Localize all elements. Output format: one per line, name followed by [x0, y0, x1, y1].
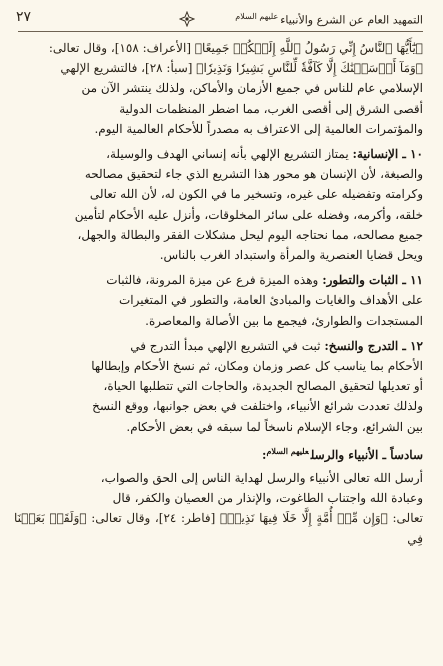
honorific-mark: عليهم السلام	[266, 445, 309, 456]
running-header-text: التمهيد العام عن الشرع والأنبياء	[280, 13, 423, 27]
page-number: ٢٧	[16, 9, 32, 25]
text-line	[14, 336, 423, 356]
text-line: ويحل قضايا العنصرية والمرأة واستبداد الغرب بالناس.	[159, 248, 423, 263]
section-heading-text: سادساً ـ الأنبياء والرسل	[310, 447, 423, 462]
text-line: ﴿وَمَآ أَرۡسَلۡنَٰكَ إِلَّا كَآفَّةٗ لِّلنَّاسِ بَشِيرٗا وَنَذِيرٗا﴾ [سبأ: ٢٨]، فالتشريع الإلهي	[60, 61, 423, 76]
text-line: والمؤتمرات العالمية إلى الاعتراف به مصدراً للأحكام العالمية اليوم.	[94, 121, 423, 136]
text-line: ولذلك تعددت شرائع الأنبياء، واختلفت في بعض جوانبها، ووقع النسخ	[92, 399, 423, 414]
honorific-mark: عليهم السلام	[235, 12, 279, 21]
text-line: خلقه، وأكرمه، وفضله على سائر المخلوقات، وأنزل عليه الأحكام لتأمين	[74, 207, 423, 222]
text-line: المستجدات والطوارئ، فيجمع ما بين الأصالة والمعاصرة.	[145, 313, 423, 328]
text-line-rest: وهذه الميزة فرع عن ميزة المرونة، فالثبات	[106, 273, 319, 288]
text-line-rest: يمتاز التشريع الإلهي بأنه إنساني الهدف والوسيلة،	[106, 147, 349, 162]
text-line	[14, 144, 423, 164]
text-line: بين الشرائع، وجاء الإسلام ناسخاً لما سبقه في بعض الأحكام.	[126, 419, 423, 434]
point-heading: ١٢ ـ التدرج والنسخ:	[324, 338, 423, 353]
running-header-title	[235, 7, 423, 31]
point-heading: ١٠ ـ الإنسانية:	[352, 147, 423, 162]
text-line: أقصى الشرق إلى أقصى الغرب، مما اضطر المنظمات الدولية	[119, 101, 423, 116]
ornament-icon	[179, 11, 195, 27]
text-line: الإسلامي عام للناس في جميع الأزمان والأماكن، ولذلك ينتشر الآن من	[81, 81, 423, 96]
text-line: وعبادة الله واجتناب الطاغوت، والإنذار من العصيان والكفر، قال	[112, 491, 423, 506]
text-line: أرسل الله تعالى الأنبياء والرسل لهداية الناس إلى الحق والصواب،	[100, 471, 423, 486]
paragraph-prophets	[14, 468, 423, 549]
text-line	[14, 270, 423, 290]
section-heading: سادساً ـ الأنبياء والرسل$^{عليهم السلام}$:	[262, 445, 423, 462]
text-line: تعالى: ﴿وَإِن مِّنۡ أُمَّةٍ إِلَّا خَلَا فِيهَا نَذِيرٞ﴾ [فاطر: ٢٤]، وقال تعالى: ﴿وَلَقَدۡ بَعَثۡنَا فِي	[14, 511, 424, 546]
paragraph-stability	[14, 270, 423, 331]
paragraph-universality	[14, 38, 423, 139]
header-divider	[18, 31, 423, 32]
text-line-rest: ثبت في التشريع الإلهي مبدأ التدرج في	[130, 338, 321, 353]
text-line: الأحكام بما يناسب كل عصر وزمان ومكان، ثم نسخ الأحكام وإبطالها	[91, 359, 423, 374]
paragraph-humanity	[14, 144, 423, 265]
text-line: جميع مصالحه، مما نحتاجه اليوم ليحل مشكلات الفقر والبطالة والجهل،	[77, 227, 423, 242]
text-line: وكرامته وتفضيله على غيره، وتسخير ما في الكون له، لأن الله تعالى	[89, 187, 423, 202]
point-heading: ١١ ـ الثبات والتطور:	[322, 273, 423, 288]
text-line: والصبغة، لأن الإنسان هو محور هذا التشريع الذي جاء لتحقيق مصالحه	[84, 167, 423, 182]
text-line: على الأهداف والغايات والمبادئ العامة، والتطور في المتغيرات	[118, 293, 423, 308]
paragraph-gradualism	[14, 336, 423, 437]
text-line: ﴿يَٰٓأَيُّهَا ٱلنَّاسُ إِنِّي رَسُولُ ٱللَّهِ إِلَيۡكُمۡ جَمِيعًا﴾ [الأعراف: ١٥٨]، وقال تعالى:	[48, 41, 423, 55]
page-body	[14, 38, 423, 552]
running-header	[16, 7, 423, 29]
text-line: أو تعديلها لتحقيق المصالح الجديدة، والحاجات التي تتطلبها الحياة،	[103, 379, 423, 394]
